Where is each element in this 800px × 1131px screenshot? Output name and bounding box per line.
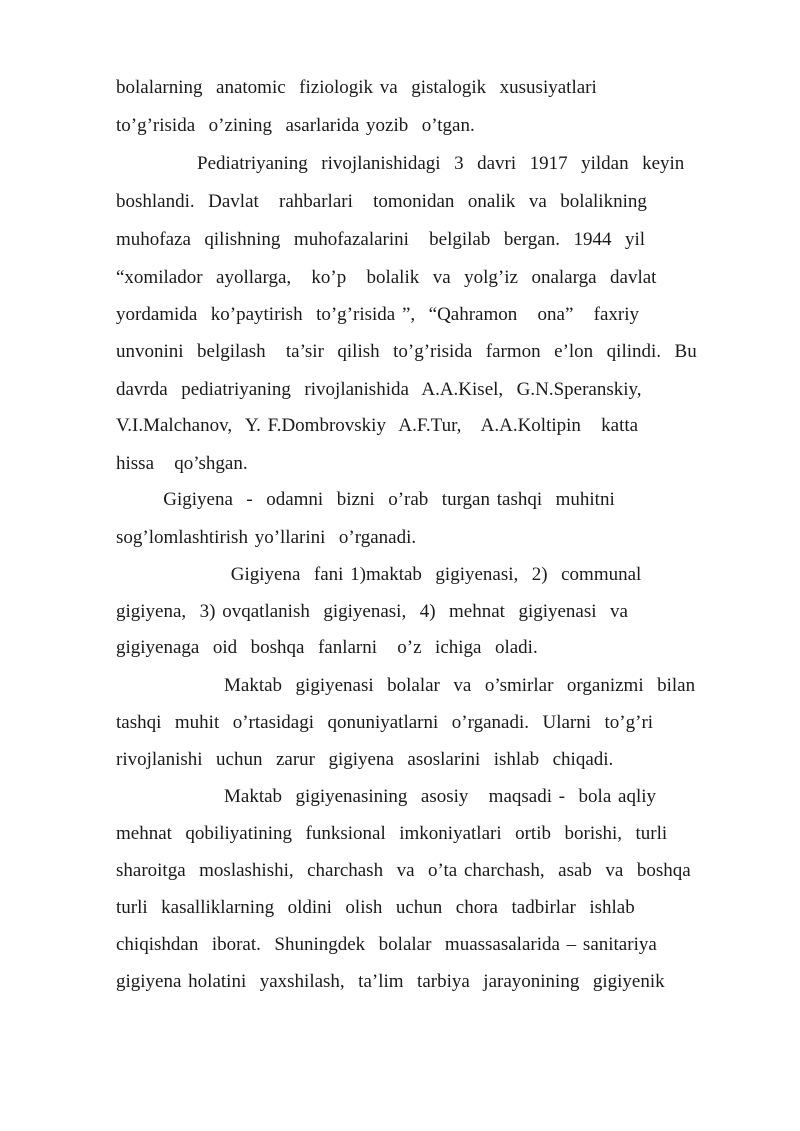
- text-line: gigiyenaga oid boshqa fanlarni o’z ichiga oladi.: [116, 637, 538, 658]
- text-line: gigiyena holatini yaxshilash, ta’lim tarbiya jarayonining gigiyenik: [116, 971, 665, 992]
- text-line: Maktab gigiyenasining asosiy maqsadi - bola aqliy: [116, 786, 657, 807]
- text-line: Gigiyena fani 1)maktab gigiyenasi, 2) communal: [116, 564, 642, 585]
- text-line: boshlandi. Davlat rahbarlari tomonidan onalik va bolalikning: [116, 191, 647, 212]
- text-line: yordamida ko’paytirish to’g’risida ”, “Qahramon ona” faxriy: [116, 304, 640, 325]
- text-line: Maktab gigiyenasi bolalar va o’smirlar organizmi bilan: [116, 675, 696, 696]
- text-line: tashqi muhit o’rtasidagi qonuniyatlarni o’rganadi. Ularni to’g’ri: [116, 712, 654, 733]
- text-line: Gigiyena - odamni bizni o’rab turgan tashqi muhitni: [116, 489, 615, 510]
- text-line: unvonini belgilash ta’sir qilish to’g’risida farmon e’lon qilindi. Bu: [116, 341, 697, 362]
- text-line: sharoitga moslashishi, charchash va o’ta charchash, asab va boshqa: [116, 860, 691, 881]
- text-line: sog’lomlashtirish yo’llarini o’rganadi.: [116, 527, 417, 548]
- text-line: V.I.Malchanov, Y. F.Dombrovskiy A.F.Tur, A.A.Koltipin katta: [116, 415, 639, 436]
- text-line: muhofaza qilishning muhofazalarini belgilab bergan. 1944 yil: [116, 229, 646, 250]
- text-line: turli kasalliklarning oldini olish uchun chora tadbirlar ishlab: [116, 897, 635, 918]
- text-line: to’g’risida o’zining asarlarida yozib o’tgan.: [116, 115, 475, 136]
- text-line: mehnat qobiliyatining funksional imkoniyatlari ortib borishi, turli: [116, 823, 668, 844]
- text-line: davrda pediatriyaning rivojlanishida A.A.Kisel, G.N.Speranskiy,: [116, 379, 642, 400]
- text-line: rivojlanishi uchun zarur gigiyena asoslarini ishlab chiqadi.: [116, 749, 614, 770]
- text-line: chiqishdan iborat. Shuningdek bolalar muassasalarida – sanitariya: [116, 934, 657, 955]
- text-line: Pediatriyaning rivojlanishidagi 3 davri 1917 yildan keyin: [116, 153, 685, 174]
- text-line: “xomilador ayollarga, ko’p bolalik va yolg’iz onalarga davlat: [116, 267, 657, 288]
- text-line: gigiyena, 3) ovqatlanish gigiyenasi, 4) mehnat gigiyenasi va: [116, 601, 628, 622]
- text-line: bolalarning anatomic fiziologik va gistalogik xususiyatlari: [116, 77, 597, 98]
- text-line: hissa qo’shgan.: [116, 453, 248, 474]
